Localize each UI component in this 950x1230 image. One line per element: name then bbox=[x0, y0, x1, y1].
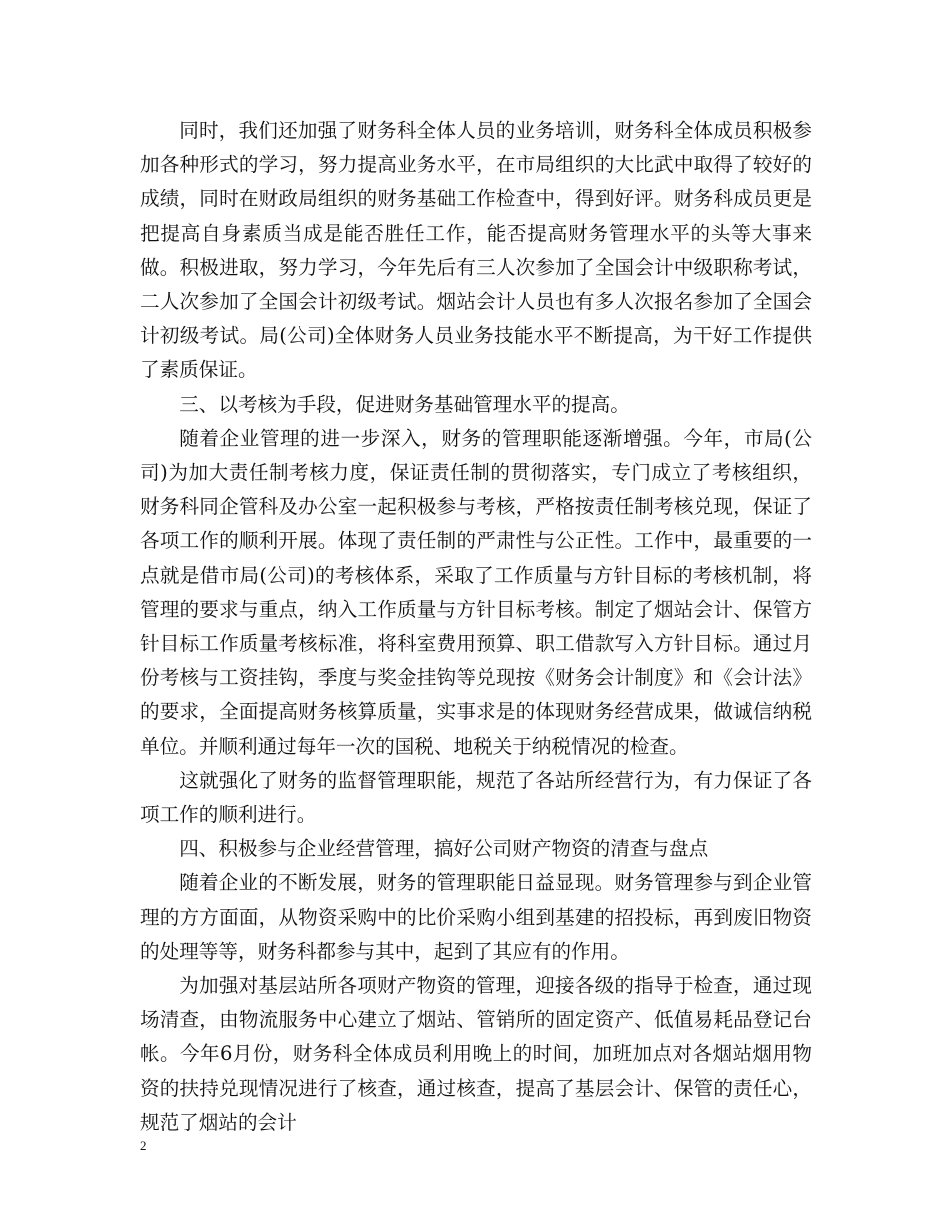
paragraph-management: 随着企业的不断发展，财务的管理职能日益显现。财务管理参与到企业管理的方方面面，从物资采购中的比价采购小组到基建的招投标，再到废旧物资的处理等等，财务科都参与其中，起到了其应有的作用。 bbox=[140, 871, 812, 963]
page-number: 2 bbox=[140, 1138, 147, 1153]
heading-section-four: 四、积极参与企业经营管理，搞好公司财产物资的清查与盘点 bbox=[179, 837, 709, 861]
paragraph-supervision: 这就强化了财务的监督管理职能，规范了各站所经营行为，有力保证了各项工作的顺利进行。 bbox=[140, 768, 812, 827]
paragraph-training: 同时，我们还加强了财务科全体人员的业务培训，财务科全体成员积极参加各种形式的学习，努力提高业务水平，在市局组织的大比武中取得了较好的成绩，同时在财政局组织的财务基础工作检查中，得到好评。财务科成员更是把提高自身素质当成是能否胜任工作，能否提高财务管理水平的头等大事来做。积极进取，努力学习，今年先后有三人次参加了全国会计中级职称考试，二人次参加了全国会计初级考试。烟站会计人员也有多人次报名参加了全国会计初级考试。局(公司)全体财务人员业务技能水平不断提高，为干好工作提供了素质保证。 bbox=[140, 119, 812, 382]
paragraph-assessment: 随着企业管理的进一步深入，财务的管理职能逐渐增强。今年，市局(公司)为加大责任制考核力度，保证责任制的贯彻落实，专门成立了考核组织，财务科同企管科及办公室一起积极参与考核，严格按责任制考核兑现，保证了各项工作的顺利开展。体现了责任制的严肃性与公正性。工作中，最重要的一点就是借市局(公司)的考核体系，采取了工作质量与方针目标的考核机制，将管理的要求与重点，纳入工作质量与方针目标考核。制定了烟站会计、保管方针目标工作质量考核标准，将科室费用预算、职工借款写入方针目标。通过月份考核与工资挂钩，季度与奖金挂钩等兑现按《财务会计制度》和《会计法》的要求，全面提高财务核算质量，实事求是的体现财务经营成果，做诚信纳税单位。并顺利通过每年一次的国税、地税关于纳税情况的检查。 bbox=[140, 426, 812, 758]
body-text bbox=[140, 114, 812, 1140]
paragraph-inventory: 为加强对基层站所各项财产物资的管理，迎接各级的指导于检查，通过现场清查，由物流服务中心建立了烟站、管销所的固定资产、低值易耗品登记台帐。今年6月份，财务科全体成员利用晚上的时间，加班加点对各烟站烟用物资的扶持兑现情况进行了核查，通过核查，提高了基层会计、保管的责任心，规范了烟站的会计 bbox=[140, 974, 812, 1134]
heading-section-three: 三、以考核为手段，促进财务基础管理水平的提高。 bbox=[179, 392, 630, 416]
